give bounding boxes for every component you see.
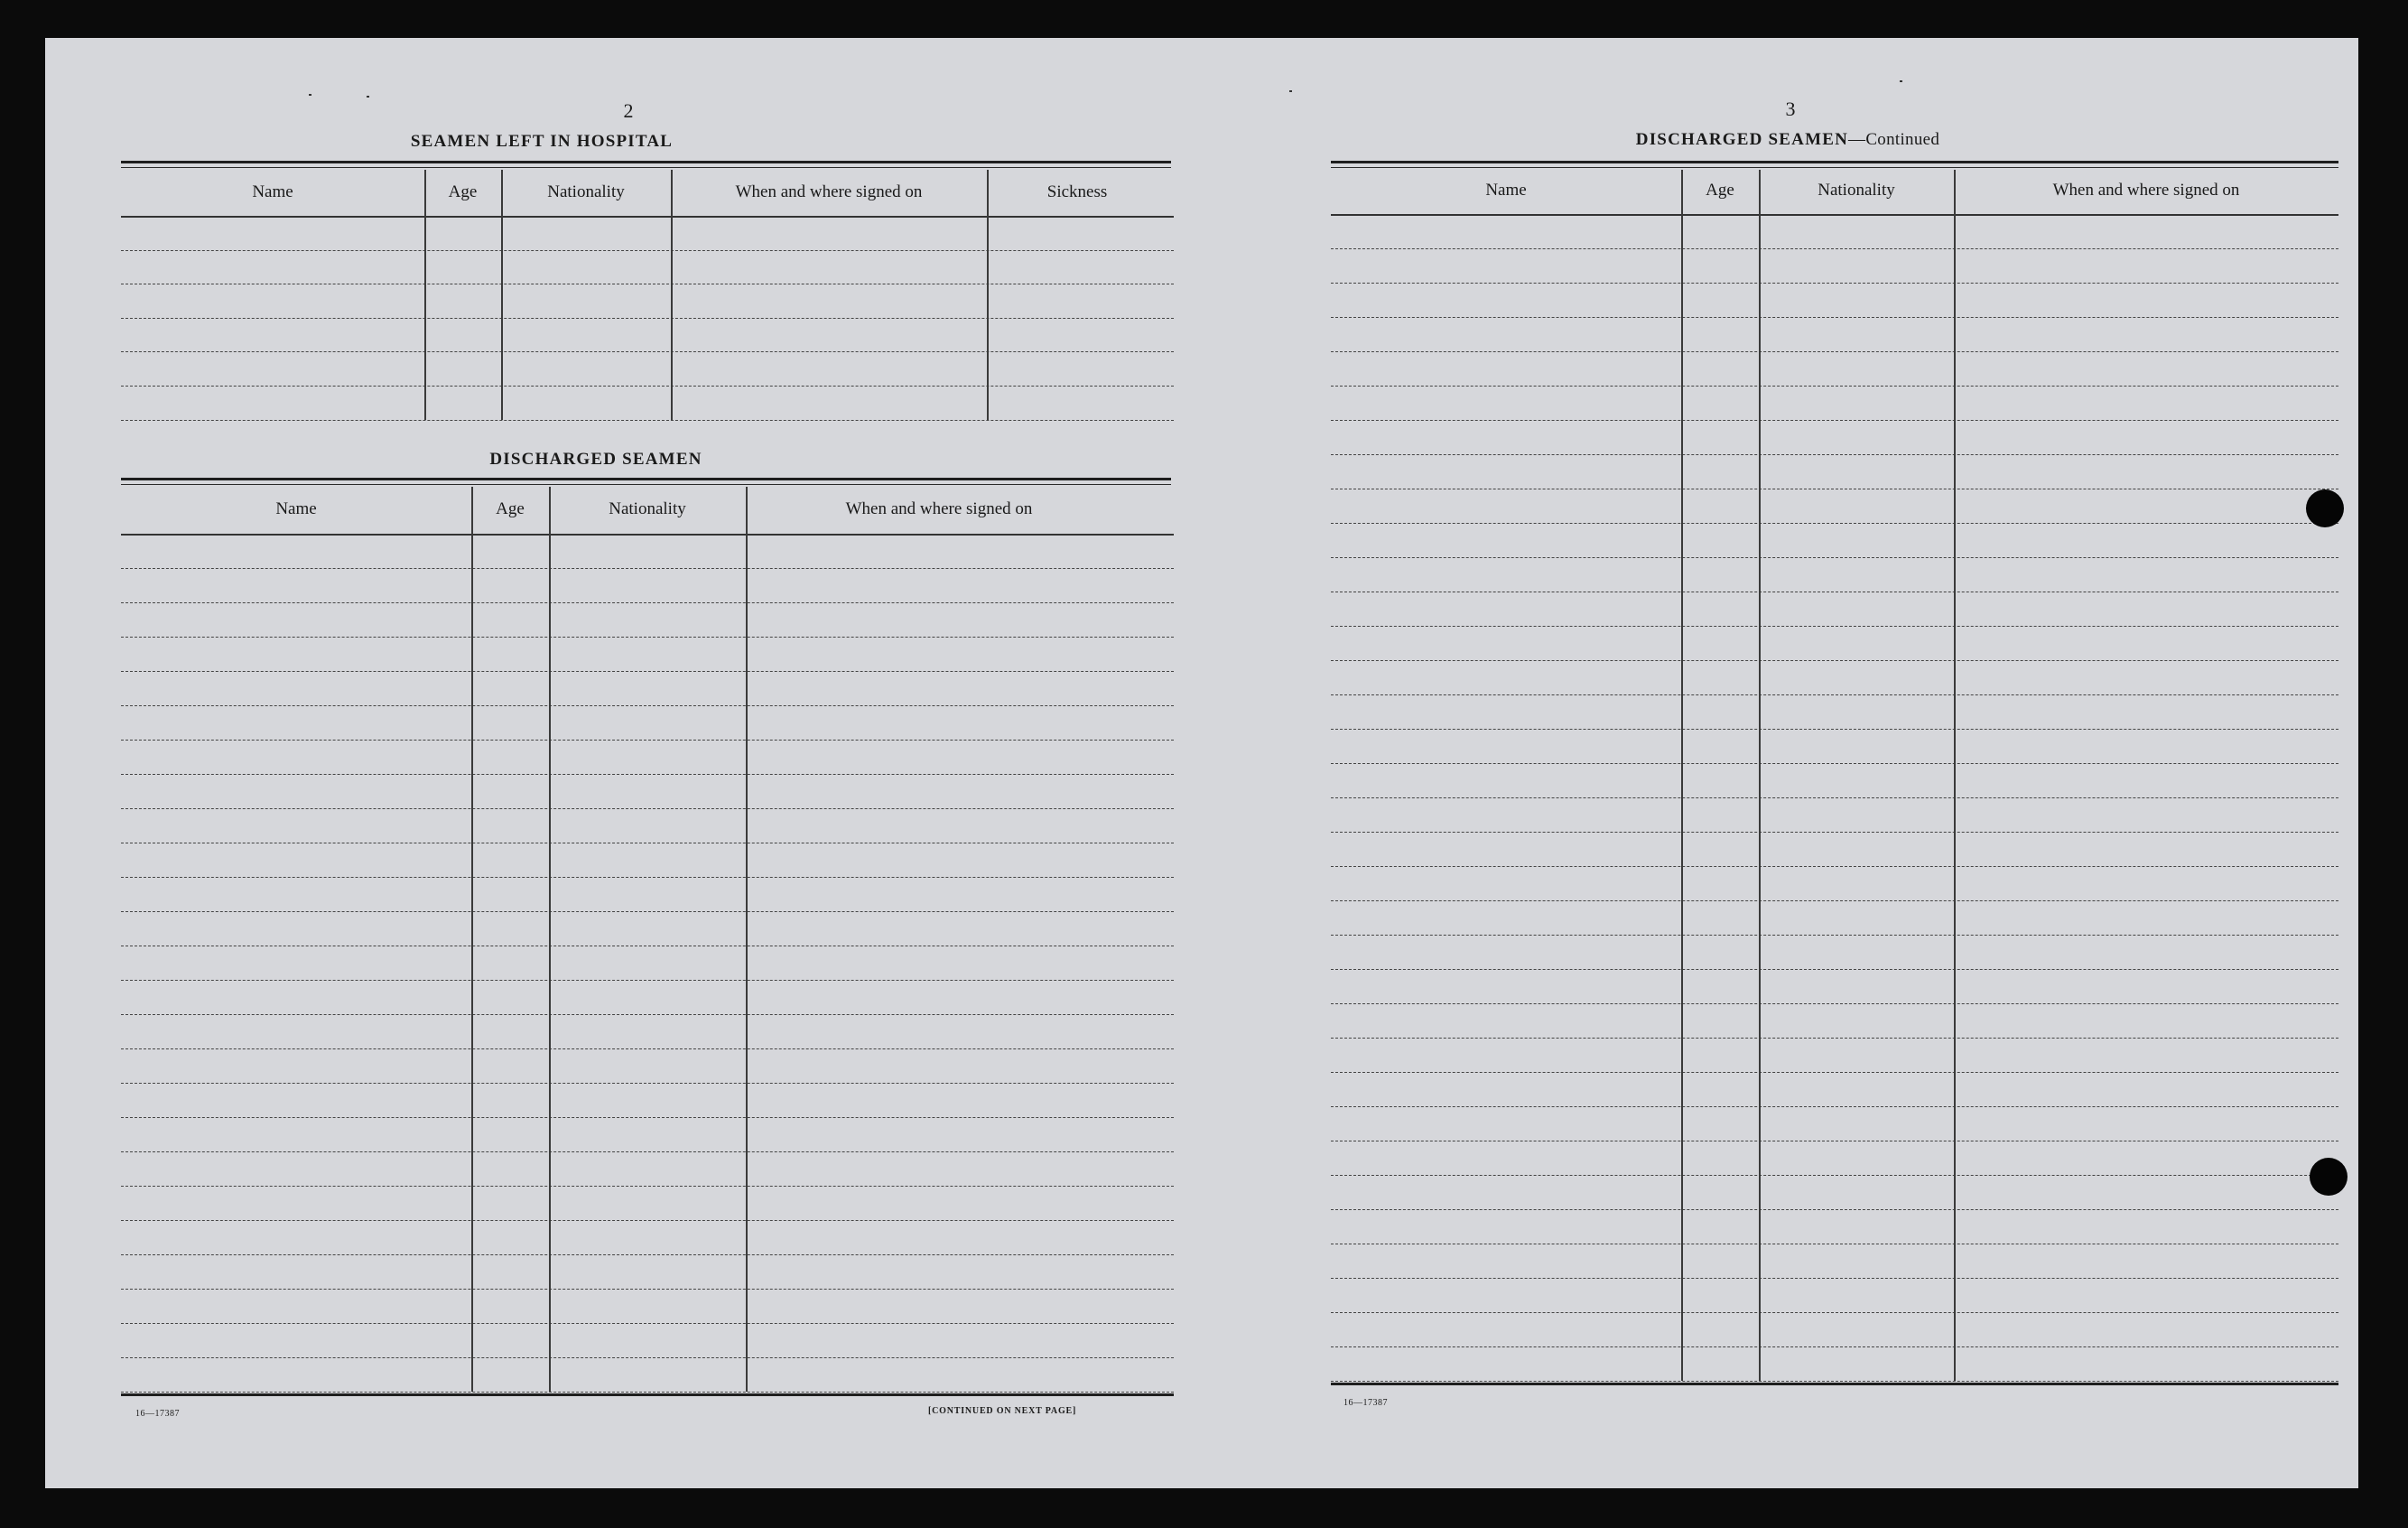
row-ruling (121, 671, 1174, 672)
row-ruling (1331, 1209, 2338, 1210)
discharged-continued-title (1472, 130, 2104, 150)
row-ruling (1331, 1038, 2338, 1039)
form-code: 16—17387 (1343, 1398, 1388, 1408)
row-ruling (121, 1220, 1174, 1221)
row-ruling (121, 740, 1174, 741)
row-ruling (1331, 523, 2338, 524)
column-divider (549, 487, 551, 1392)
row-ruling (1331, 386, 2338, 387)
column-divider (746, 487, 748, 1392)
hospital-top-rule-thin (121, 167, 1171, 168)
form-sheet (45, 38, 2358, 1488)
right-page (1219, 38, 2358, 1488)
row-ruling (121, 1289, 1174, 1290)
hospital-top-rule (121, 161, 1171, 163)
column-divider (671, 170, 673, 420)
page-number: 3 (1785, 98, 1796, 120)
row-ruling (121, 1254, 1174, 1255)
speck (1900, 80, 1902, 82)
row-ruling (121, 1392, 1174, 1393)
row-ruling (1331, 1312, 2338, 1313)
row-ruling (121, 1014, 1174, 1015)
row-ruling (121, 318, 1174, 319)
column-divider (1759, 170, 1761, 1381)
hospital-section-title: SEAMEN LEFT IN HOSPITAL (410, 132, 674, 151)
row-ruling (121, 877, 1174, 878)
row-ruling (1331, 317, 2338, 318)
row-ruling (1331, 1072, 2338, 1073)
row-ruling (1331, 1381, 2338, 1382)
row-ruling (121, 1117, 1174, 1118)
row-ruling (121, 568, 1174, 569)
header-underline (121, 534, 1174, 536)
speck (367, 96, 369, 98)
row-ruling (1331, 660, 2338, 661)
row-ruling (1331, 557, 2338, 558)
row-ruling (121, 386, 1174, 387)
row-ruling (1331, 866, 2338, 867)
column-header-age: Age (1706, 181, 1734, 200)
punch-hole (2306, 489, 2344, 527)
row-ruling (1331, 420, 2338, 421)
row-ruling (121, 420, 1174, 421)
row-ruling (121, 250, 1174, 251)
column-header-age: Age (448, 182, 478, 201)
column-divider (1954, 170, 1956, 1381)
speck (309, 94, 311, 96)
column-divider (471, 487, 473, 1392)
row-ruling (1331, 832, 2338, 833)
row-ruling (121, 351, 1174, 352)
discharged-top-rule (121, 478, 1171, 480)
row-ruling (121, 1151, 1174, 1152)
column-header-age: Age (496, 499, 525, 518)
header-underline (121, 216, 1174, 218)
column-header-signed-on: When and where signed on (735, 182, 923, 201)
column-header-name: Name (1485, 181, 1527, 200)
row-ruling (1331, 935, 2338, 936)
row-ruling (121, 637, 1174, 638)
row-ruling (1331, 729, 2338, 730)
speck (1289, 90, 1292, 92)
discharged-section-title: DISCHARGED SEAMEN (489, 450, 702, 469)
row-ruling (1331, 1346, 2338, 1347)
column-header-signed-on: When and where signed on (2052, 181, 2240, 200)
column-header-nationality: Nationality (547, 182, 625, 201)
row-ruling (121, 808, 1174, 809)
row-ruling (1331, 969, 2338, 970)
row-ruling (1331, 283, 2338, 284)
column-divider (1681, 170, 1683, 1381)
row-ruling (1331, 351, 2338, 352)
header-underline (1331, 214, 2338, 216)
row-ruling (1331, 900, 2338, 901)
row-ruling (121, 911, 1174, 912)
row-ruling (121, 1186, 1174, 1187)
column-header-sickness: Sickness (1046, 182, 1108, 201)
continued-top-rule (1331, 161, 2338, 163)
section-title-suffix: —Continued (1848, 130, 1940, 149)
row-ruling (1331, 626, 2338, 627)
row-ruling (1331, 797, 2338, 798)
row-ruling (121, 1357, 1174, 1358)
row-ruling (1331, 1106, 2338, 1107)
column-header-name: Name (252, 182, 293, 201)
column-divider (987, 170, 989, 420)
row-ruling (121, 705, 1174, 706)
row-ruling (1331, 248, 2338, 249)
row-ruling (1331, 1278, 2338, 1279)
discharged-top-rule-thin (121, 484, 1171, 485)
row-ruling (1331, 454, 2338, 455)
row-ruling (121, 1083, 1174, 1084)
row-ruling (1331, 694, 2338, 695)
row-ruling (121, 602, 1174, 603)
row-ruling (1331, 1175, 2338, 1176)
left-page (45, 38, 1183, 1488)
continued-note: [CONTINUED ON NEXT PAGE] (928, 1406, 1077, 1416)
table-bottom-rule (1331, 1383, 2338, 1385)
row-ruling (121, 774, 1174, 775)
row-ruling (1331, 763, 2338, 764)
section-title-text: DISCHARGED SEAMEN (1635, 130, 1849, 149)
row-ruling (1331, 1003, 2338, 1004)
table-bottom-rule (121, 1393, 1174, 1396)
row-ruling (121, 980, 1174, 981)
row-ruling (121, 1048, 1174, 1049)
column-header-name: Name (275, 499, 317, 518)
page-number: 2 (623, 99, 634, 122)
column-divider (501, 170, 503, 420)
column-header-nationality: Nationality (1818, 181, 1895, 200)
row-ruling (121, 1323, 1174, 1324)
punch-hole (2310, 1158, 2348, 1196)
column-divider (424, 170, 426, 420)
form-code: 16—17387 (135, 1409, 180, 1419)
column-header-signed-on: When and where signed on (845, 499, 1033, 518)
continued-top-rule-thin (1331, 167, 2338, 168)
column-header-nationality: Nationality (609, 499, 686, 518)
